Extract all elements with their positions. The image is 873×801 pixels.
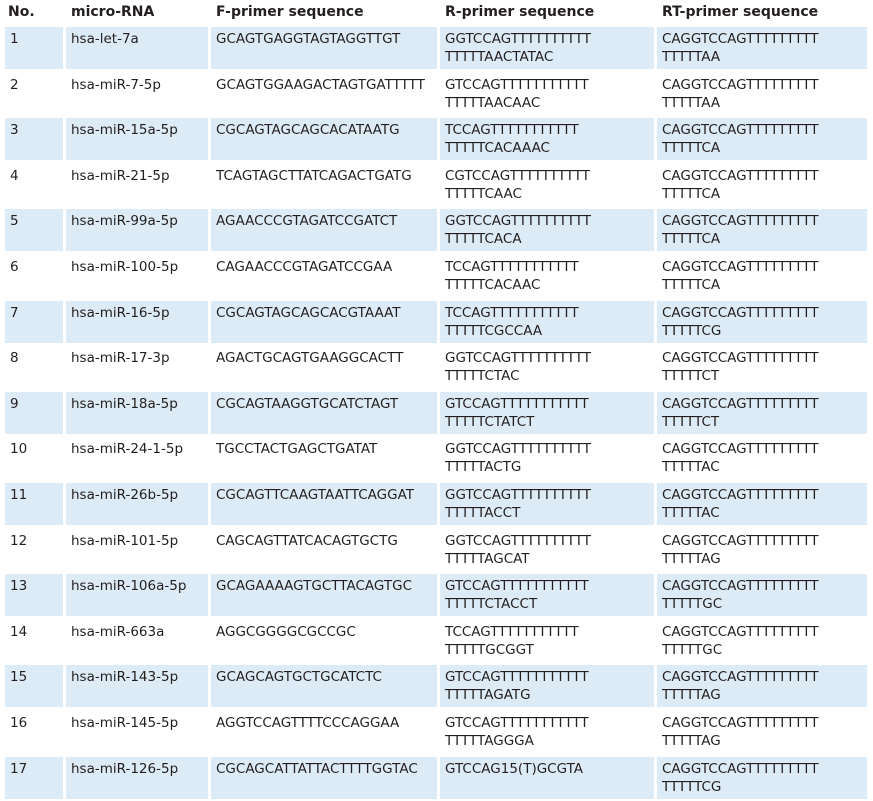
cell-mirna-text: hsa-miR-106a-5p xyxy=(71,577,208,595)
cell-mirna xyxy=(66,118,208,160)
cell-no-text: 7 xyxy=(10,304,63,322)
cell-r-primer-text: TTTTTCTATCT xyxy=(445,413,654,431)
cell-no-text: 6 xyxy=(10,258,63,276)
cell-mirna xyxy=(66,164,208,206)
cell-f-primer xyxy=(211,301,437,343)
cell-r-primer-text: GTCCAGTTTTTTTTTTT xyxy=(445,668,654,686)
header-r-primer: R-primer sequence xyxy=(440,0,654,21)
cell-r-primer-text: GGTCCAGTTTTTTTTTT xyxy=(445,349,654,367)
cell-no-text: 14 xyxy=(10,623,63,641)
cell-r-primer-text: TTTTTACTG xyxy=(445,458,654,476)
table-header xyxy=(0,0,873,26)
cell-rt-primer-text: CAGGTCCAGTTTTTTTTT xyxy=(662,121,867,139)
cell-no xyxy=(5,665,63,707)
cell-no xyxy=(5,73,63,115)
cell-r-primer-text: GGTCCAGTTTTTTTTTT xyxy=(445,212,654,230)
cell-rt-primer-text: CAGGTCCAGTTTTTTTTT xyxy=(662,395,867,413)
cell-r-primer-text: TTTTTCACA xyxy=(445,230,654,248)
cell-rt-primer xyxy=(657,346,867,388)
cell-rt-primer-text: TTTTTAC xyxy=(662,504,867,522)
table-row xyxy=(0,345,873,391)
cell-rt-primer-text: CAGGTCCAGTTTTTTTTT xyxy=(662,714,867,732)
cell-mirna-text: hsa-miR-18a-5p xyxy=(71,395,208,413)
cell-rt-primer-text: CAGGTCCAGTTTTTTTTT xyxy=(662,532,867,550)
cell-r-primer-text: TTTTTCACAAAC xyxy=(445,139,654,157)
cell-f-primer-text: CGCAGTAGCAGCACGTAAAT xyxy=(216,304,437,322)
cell-r-primer-text: TTTTTAGGGA xyxy=(445,732,654,750)
cell-r-primer xyxy=(440,27,654,69)
cell-mirna-text: hsa-miR-126-5p xyxy=(71,760,208,778)
cell-f-primer xyxy=(211,164,437,206)
cell-mirna-text: hsa-miR-17-3p xyxy=(71,349,208,367)
cell-no-text: 2 xyxy=(10,76,63,94)
cell-rt-primer xyxy=(657,529,867,571)
cell-no xyxy=(5,118,63,160)
cell-no xyxy=(5,620,63,662)
cell-no xyxy=(5,392,63,434)
cell-r-primer-text: TTTTTACCT xyxy=(445,504,654,522)
cell-r-primer xyxy=(440,529,654,571)
cell-f-primer xyxy=(211,529,437,571)
cell-r-primer xyxy=(440,255,654,297)
cell-mirna-text: hsa-miR-99a-5p xyxy=(71,212,208,230)
cell-no xyxy=(5,209,63,251)
cell-rt-primer xyxy=(657,255,867,297)
cell-rt-primer xyxy=(657,711,867,753)
cell-rt-primer-text: TTTTTAG xyxy=(662,686,867,704)
cell-mirna-text: hsa-miR-16-5p xyxy=(71,304,208,322)
cell-mirna-text: hsa-miR-663a xyxy=(71,623,208,641)
cell-r-primer-text: TTTTTAACAAC xyxy=(445,94,654,112)
cell-r-primer xyxy=(440,711,654,753)
cell-no-text: 16 xyxy=(10,714,63,732)
cell-no-text: 10 xyxy=(10,440,63,458)
cell-f-primer xyxy=(211,757,437,799)
cell-mirna xyxy=(66,757,208,799)
cell-r-primer-text: TTTTTAACTATAC xyxy=(445,48,654,66)
table-row xyxy=(0,163,873,209)
cell-r-primer-text: TCCAGTTTTTTTTTTT xyxy=(445,258,654,276)
cell-rt-primer-text: TTTTTCA xyxy=(662,276,867,294)
table-row xyxy=(0,208,873,254)
cell-rt-primer xyxy=(657,118,867,160)
cell-no xyxy=(5,346,63,388)
cell-no xyxy=(5,529,63,571)
cell-rt-primer xyxy=(657,574,867,616)
cell-no-text: 15 xyxy=(10,668,63,686)
table-row xyxy=(0,117,873,163)
cell-no xyxy=(5,483,63,525)
cell-f-primer xyxy=(211,392,437,434)
cell-no-text: 9 xyxy=(10,395,63,413)
table-row xyxy=(0,482,873,528)
cell-rt-primer xyxy=(657,301,867,343)
cell-mirna xyxy=(66,73,208,115)
cell-r-primer-text: GTCCAGTTTTTTTTTTT xyxy=(445,577,654,595)
cell-r-primer xyxy=(440,164,654,206)
cell-mirna-text: hsa-miR-143-5p xyxy=(71,668,208,686)
cell-rt-primer xyxy=(657,483,867,525)
cell-f-primer xyxy=(211,620,437,662)
cell-r-primer xyxy=(440,483,654,525)
cell-f-primer-text: CGCAGTAAGGTGCATCTAGT xyxy=(216,395,437,413)
cell-mirna xyxy=(66,529,208,571)
cell-f-primer xyxy=(211,255,437,297)
cell-no xyxy=(5,255,63,297)
cell-rt-primer-text: CAGGTCCAGTTTTTTTTT xyxy=(662,76,867,94)
table-row xyxy=(0,528,873,574)
cell-no-text: 1 xyxy=(10,30,63,48)
cell-mirna-text: hsa-miR-101-5p xyxy=(71,532,208,550)
cell-f-primer-text: AGGCGGGGCGCCGC xyxy=(216,623,437,641)
cell-rt-primer-text: TTTTTCG xyxy=(662,778,867,796)
cell-r-primer xyxy=(440,620,654,662)
cell-no-text: 12 xyxy=(10,532,63,550)
cell-rt-primer-text: CAGGTCCAGTTTTTTTTT xyxy=(662,668,867,686)
cell-r-primer xyxy=(440,392,654,434)
cell-r-primer-text: TTTTTAGATG xyxy=(445,686,654,704)
cell-r-primer xyxy=(440,757,654,799)
cell-r-primer-text: GGTCCAGTTTTTTTTTT xyxy=(445,532,654,550)
cell-no xyxy=(5,711,63,753)
cell-mirna-text: hsa-miR-26b-5p xyxy=(71,486,208,504)
cell-f-primer-text: AGAACCCGTAGATCCGATCT xyxy=(216,212,437,230)
cell-r-primer-text: TTTTTCTACCT xyxy=(445,595,654,613)
cell-rt-primer-text: TTTTTCT xyxy=(662,413,867,431)
table-row xyxy=(0,26,873,72)
table-row xyxy=(0,710,873,756)
cell-no-text: 8 xyxy=(10,349,63,367)
cell-no-text: 17 xyxy=(10,760,63,778)
cell-f-primer-text: CGCAGTTCAAGTAATTCAGGAT xyxy=(216,486,437,504)
cell-rt-primer xyxy=(657,164,867,206)
cell-f-primer xyxy=(211,437,437,479)
cell-rt-primer-text: TTTTTAA xyxy=(662,48,867,66)
table-row xyxy=(0,254,873,300)
cell-rt-primer-text: CAGGTCCAGTTTTTTTTT xyxy=(662,258,867,276)
cell-r-primer-text: GGTCCAGTTTTTTTTTT xyxy=(445,440,654,458)
cell-rt-primer-text: TTTTTCA xyxy=(662,185,867,203)
cell-no-text: 11 xyxy=(10,486,63,504)
cell-no xyxy=(5,164,63,206)
cell-rt-primer-text: CAGGTCCAGTTTTTTTTT xyxy=(662,167,867,185)
cell-no xyxy=(5,574,63,616)
cell-f-primer xyxy=(211,209,437,251)
table-body xyxy=(0,26,873,801)
cell-r-primer xyxy=(440,73,654,115)
cell-rt-primer-text: CAGGTCCAGTTTTTTTTT xyxy=(662,760,867,778)
cell-f-primer xyxy=(211,27,437,69)
cell-no xyxy=(5,27,63,69)
cell-rt-primer-text: TTTTTAA xyxy=(662,94,867,112)
cell-f-primer xyxy=(211,73,437,115)
cell-rt-primer-text: TTTTTCA xyxy=(662,139,867,157)
cell-r-primer-text: TTTTTCACAAC xyxy=(445,276,654,294)
table-row xyxy=(0,300,873,346)
cell-rt-primer xyxy=(657,437,867,479)
cell-rt-primer xyxy=(657,392,867,434)
cell-mirna xyxy=(66,483,208,525)
cell-r-primer-text: GTCCAGTTTTTTTTTTT xyxy=(445,714,654,732)
cell-rt-primer xyxy=(657,620,867,662)
cell-no-text: 13 xyxy=(10,577,63,595)
cell-mirna-text: hsa-miR-15a-5p xyxy=(71,121,208,139)
table-row xyxy=(0,436,873,482)
cell-rt-primer-text: TTTTTGC xyxy=(662,641,867,659)
cell-mirna xyxy=(66,620,208,662)
cell-rt-primer-text: TTTTTCA xyxy=(662,230,867,248)
cell-rt-primer-text: CAGGTCCAGTTTTTTTTT xyxy=(662,212,867,230)
cell-f-primer xyxy=(211,665,437,707)
cell-mirna xyxy=(66,27,208,69)
cell-mirna xyxy=(66,255,208,297)
cell-r-primer xyxy=(440,437,654,479)
cell-r-primer-text: TCCAGTTTTTTTTTTT xyxy=(445,304,654,322)
cell-f-primer xyxy=(211,346,437,388)
header-mirna: micro-RNA xyxy=(66,0,208,21)
cell-no xyxy=(5,437,63,479)
cell-mirna xyxy=(66,301,208,343)
cell-r-primer xyxy=(440,574,654,616)
cell-r-primer xyxy=(440,209,654,251)
cell-f-primer-text: CAGCAGTTATCACAGTGCTG xyxy=(216,532,437,550)
cell-r-primer-text: TTTTTCTAC xyxy=(445,367,654,385)
cell-r-primer-text: GTCCAGTTTTTTTTTTT xyxy=(445,395,654,413)
cell-f-primer-text: GCAGCAGTGCTGCATCTC xyxy=(216,668,437,686)
cell-f-primer-text: CGCAGCATTATTACTTTTGGTAC xyxy=(216,760,437,778)
cell-r-primer-text: TTTTTCAAC xyxy=(445,185,654,203)
cell-rt-primer xyxy=(657,665,867,707)
table-row xyxy=(0,391,873,437)
table-row xyxy=(0,619,873,665)
header-no: No. xyxy=(5,0,63,21)
cell-r-primer-text: GGTCCAGTTTTTTTTTT xyxy=(445,30,654,48)
cell-rt-primer-text: CAGGTCCAGTTTTTTTTT xyxy=(662,623,867,641)
cell-mirna xyxy=(66,574,208,616)
table-row xyxy=(0,756,873,801)
cell-f-primer-text: AGGTCCAGTTTTCCCAGGAA xyxy=(216,714,437,732)
cell-no xyxy=(5,301,63,343)
table-row xyxy=(0,664,873,710)
cell-mirna-text: hsa-miR-145-5p xyxy=(71,714,208,732)
cell-rt-primer-text: CAGGTCCAGTTTTTTTTT xyxy=(662,349,867,367)
header-rt-primer: RT-primer sequence xyxy=(657,0,867,21)
cell-rt-primer xyxy=(657,73,867,115)
header-f-primer: F-primer sequence xyxy=(211,0,437,21)
cell-mirna-text: hsa-miR-24-1-5p xyxy=(71,440,208,458)
cell-no xyxy=(5,757,63,799)
cell-f-primer-text: GCAGTGAGGTAGTAGGTTGT xyxy=(216,30,437,48)
cell-f-primer-text: CAGAACCCGTAGATCCGAA xyxy=(216,258,437,276)
cell-r-primer-text: GTCCAGTTTTTTTTTTT xyxy=(445,76,654,94)
cell-mirna xyxy=(66,209,208,251)
cell-no-text: 4 xyxy=(10,167,63,185)
cell-rt-primer-text: TTTTTCT xyxy=(662,367,867,385)
cell-mirna-text: hsa-miR-100-5p xyxy=(71,258,208,276)
cell-rt-primer-text: CAGGTCCAGTTTTTTTTT xyxy=(662,486,867,504)
cell-no-text: 5 xyxy=(10,212,63,230)
cell-mirna xyxy=(66,437,208,479)
cell-f-primer xyxy=(211,483,437,525)
cell-rt-primer-text: TTTTTGC xyxy=(662,595,867,613)
cell-r-primer-text: GTCCAG15(T)GCGTA xyxy=(445,760,654,778)
cell-rt-primer-text: TTTTTAG xyxy=(662,732,867,750)
cell-rt-primer-text: TTTTTAC xyxy=(662,458,867,476)
cell-mirna xyxy=(66,665,208,707)
cell-f-primer-text: TGCCTACTGAGCTGATAT xyxy=(216,440,437,458)
cell-f-primer-text: GCAGTGGAAGACTAGTGATTTTT xyxy=(216,76,437,94)
cell-mirna-text: hsa-miR-7-5p xyxy=(71,76,208,94)
cell-r-primer xyxy=(440,346,654,388)
cell-r-primer-text: TCCAGTTTTTTTTTTT xyxy=(445,623,654,641)
cell-r-primer xyxy=(440,301,654,343)
table-row xyxy=(0,573,873,619)
cell-f-primer-text: CGCAGTAGCAGCACATAATG xyxy=(216,121,437,139)
cell-f-primer-text: TCAGTAGCTTATCAGACTGATG xyxy=(216,167,437,185)
cell-f-primer-text: GCAGAAAAGTGCTTACAGTGC xyxy=(216,577,437,595)
cell-no-text: 3 xyxy=(10,121,63,139)
cell-mirna-text: hsa-let-7a xyxy=(71,30,208,48)
cell-r-primer-text: TTTTTAGCAT xyxy=(445,550,654,568)
cell-rt-primer-text: TTTTTCG xyxy=(662,322,867,340)
cell-f-primer-text: AGACTGCAGTGAAGGCACTT xyxy=(216,349,437,367)
cell-r-primer-text: TCCAGTTTTTTTTTTT xyxy=(445,121,654,139)
cell-r-primer-text: TTTTTGCGGT xyxy=(445,641,654,659)
cell-rt-primer xyxy=(657,209,867,251)
cell-rt-primer-text: TTTTTAG xyxy=(662,550,867,568)
table-row xyxy=(0,72,873,118)
cell-rt-primer xyxy=(657,757,867,799)
cell-r-primer xyxy=(440,665,654,707)
cell-r-primer-text: GGTCCAGTTTTTTTTTT xyxy=(445,486,654,504)
cell-f-primer xyxy=(211,574,437,616)
cell-rt-primer-text: CAGGTCCAGTTTTTTTTT xyxy=(662,577,867,595)
cell-r-primer-text: CGTCCAGTTTTTTTTTT xyxy=(445,167,654,185)
cell-r-primer-text: TTTTTCGCCAA xyxy=(445,322,654,340)
cell-rt-primer-text: CAGGTCCAGTTTTTTTTT xyxy=(662,440,867,458)
cell-mirna xyxy=(66,392,208,434)
cell-rt-primer-text: CAGGTCCAGTTTTTTTTT xyxy=(662,304,867,322)
cell-rt-primer xyxy=(657,27,867,69)
cell-f-primer xyxy=(211,711,437,753)
cell-mirna-text: hsa-miR-21-5p xyxy=(71,167,208,185)
cell-rt-primer-text: CAGGTCCAGTTTTTTTTT xyxy=(662,30,867,48)
cell-mirna xyxy=(66,346,208,388)
cell-mirna xyxy=(66,711,208,753)
cell-f-primer xyxy=(211,118,437,160)
cell-r-primer xyxy=(440,118,654,160)
